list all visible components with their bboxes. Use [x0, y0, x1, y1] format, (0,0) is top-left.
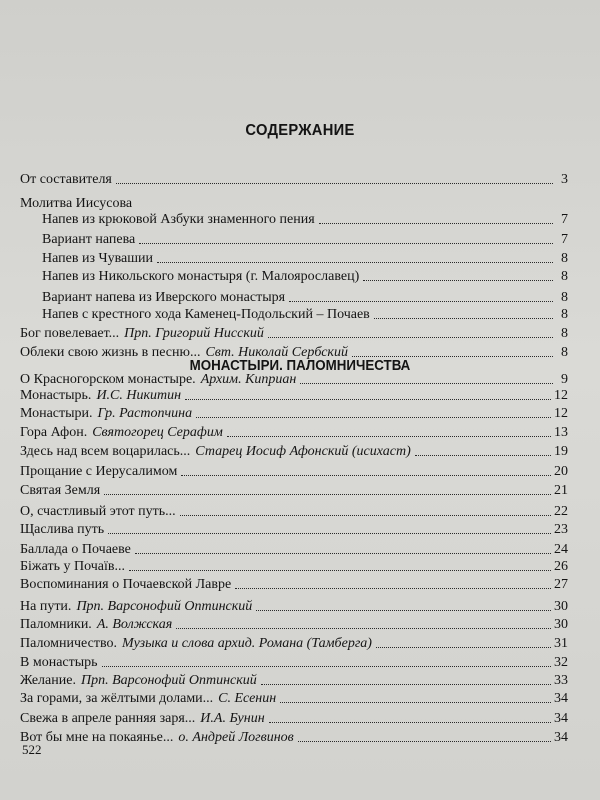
toc-entry: [20, 499, 568, 519]
toc-entry-page: 8: [561, 345, 568, 360]
toc-entry-title: Воспоминания о Почаевской Лавре: [20, 577, 232, 592]
dot-leader: [280, 701, 551, 703]
dot-leader: [235, 587, 551, 589]
toc-entry-title: От составителя: [20, 172, 112, 187]
toc-entry-author: Прп. Варсонофий Оптинский: [76, 599, 253, 614]
toc-entry-page: 8: [561, 326, 568, 341]
toc-entry-title: В монастырь: [20, 655, 98, 670]
toc-entry-page: 34: [554, 691, 568, 706]
toc-entry-title: Напев из Никольского монастыря (г. Малоярославец): [42, 269, 360, 284]
toc-entry-title: Монастыри.: [20, 406, 93, 421]
dot-leader: [363, 279, 553, 281]
dot-leader: [269, 721, 551, 723]
toc-entry: [20, 725, 568, 745]
toc-entry: [20, 631, 568, 651]
dot-leader: [319, 222, 553, 224]
toc-entry-title: Гора Афон.: [20, 425, 88, 440]
toc-entry-author: Прп. Григорий Нисский: [124, 326, 264, 341]
dot-leader: [139, 242, 553, 244]
toc-entry-title: Свежа в апреле ранняя заря...: [20, 711, 196, 726]
toc-entry-title: Здесь над всем воцарилась...: [20, 444, 191, 459]
dot-leader: [176, 627, 551, 629]
toc-entry-title: Молитва Иисусова: [20, 196, 133, 211]
dot-leader: [374, 317, 553, 319]
toc-entry-page: 7: [561, 212, 568, 227]
toc-entry: [20, 340, 568, 360]
toc-entry: [20, 650, 568, 670]
toc-entry-title: Напев из Чувашии: [42, 251, 153, 266]
toc-entry-title: Паломничество.: [20, 636, 117, 651]
dot-leader: [352, 355, 553, 357]
toc-entry-title: Біжать у Почаїв...: [20, 559, 125, 574]
toc-entry-page: 13: [554, 425, 568, 440]
toc-entry-title: Бог повелевает...: [20, 326, 120, 341]
toc-entry-title: О Красногорском монастыре.: [20, 372, 196, 387]
toc-entry: [20, 478, 568, 498]
toc-entry-page: 8: [561, 251, 568, 266]
toc-entry: [20, 321, 568, 341]
toc-entry-title: За горами, за жёлтыми долами...: [20, 691, 214, 706]
dot-leader: [227, 435, 551, 437]
toc-entry-page: 30: [554, 617, 568, 632]
toc-entry-title: Напев из крюковой Азбуки знаменного пения: [42, 212, 315, 227]
dot-leader: [180, 514, 551, 516]
toc-entry: [20, 401, 568, 421]
toc-entry-page: 26: [554, 559, 568, 574]
dot-leader: [104, 493, 551, 495]
toc-entry-author: И.А. Бунин: [200, 711, 265, 726]
toc-entry-author: А. Волжская: [96, 617, 173, 632]
toc-entry: [42, 246, 568, 266]
toc-entry: [42, 264, 568, 284]
toc-entry-page: 27: [554, 577, 568, 592]
toc-entry-author: Архим. Киприан: [200, 372, 297, 387]
dot-leader: [181, 474, 551, 476]
page-title: СОДЕРЖАНИЕ: [245, 122, 355, 139]
toc-entry-page: 34: [554, 730, 568, 745]
toc-entry-author: С. Есенин: [218, 691, 277, 706]
toc-entry-author: И.С. Никитин: [96, 388, 182, 403]
toc-entry: [20, 668, 568, 688]
toc-entry-page: 19: [554, 444, 568, 459]
dot-leader: [415, 454, 551, 456]
toc-entry-page: 8: [561, 269, 568, 284]
toc-entry-author: Гр. Растопчина: [97, 406, 193, 421]
toc-entry-page: 12: [554, 406, 568, 421]
toc-entry: [20, 594, 568, 614]
toc-entry: [20, 383, 568, 403]
toc-entry-title: Вариант напева из Иверского монастыря: [42, 290, 286, 305]
toc-entry-page: 32: [554, 655, 568, 670]
dot-leader: [102, 665, 551, 667]
dot-leader: [129, 569, 551, 571]
toc-entry: [20, 554, 568, 574]
toc-entry: [42, 227, 568, 247]
toc-entry-title: Щаслива путь: [20, 522, 105, 537]
toc-entry-title: На пути.: [20, 599, 72, 614]
dot-leader: [108, 532, 551, 534]
toc-entry: [20, 420, 568, 440]
toc-entry-page: 34: [554, 711, 568, 726]
toc-entry-title: Облеки свою жизнь в песню...: [20, 345, 201, 360]
toc-entry-title: Вариант напева: [42, 232, 136, 247]
toc-entry-author: Старец Иосиф Афонский (исихаст): [195, 444, 411, 459]
toc-entry-page: 9: [561, 372, 568, 387]
toc-entry-page: 31: [554, 636, 568, 651]
toc-entry-page: 22: [554, 504, 568, 519]
dot-leader: [185, 398, 551, 400]
toc-entry: [20, 167, 568, 187]
toc-entry-title: Напев с крестного хода Каменец-Подольский – Почаев: [42, 307, 370, 322]
dot-leader: [116, 182, 553, 184]
toc-entry-page: 33: [554, 673, 568, 688]
toc-entry-title: О, счастливый этот путь...: [20, 504, 176, 519]
toc-entry-author: Свт. Николай Сербский: [205, 345, 348, 360]
page-number: 522: [22, 742, 42, 757]
toc-entry: [20, 612, 568, 632]
toc-entry-page: 23: [554, 522, 568, 537]
toc-entry-page: 24: [554, 542, 568, 557]
toc-entry-title: Святая Земля: [20, 483, 101, 498]
toc-entry-page: 12: [554, 388, 568, 403]
toc-entry: [20, 686, 568, 706]
toc-entry: [42, 302, 568, 322]
dot-leader: [261, 683, 551, 685]
toc-entry-page: 8: [561, 290, 568, 305]
dot-leader: [268, 336, 553, 338]
toc-entry-title: Вот бы мне на покаянье...: [20, 730, 174, 745]
toc-entry-page: 20: [554, 464, 568, 479]
toc-entry: [20, 706, 568, 726]
toc-entry-title: Паломники.: [20, 617, 92, 632]
dot-leader: [157, 261, 553, 263]
toc-entry: [42, 207, 568, 227]
toc-entry-title: Баллада о Почаеве: [20, 542, 131, 557]
toc-entry: [20, 572, 568, 592]
toc-entry-author: о. Андрей Логвинов: [178, 730, 294, 745]
toc-entry-title: Желание.: [20, 673, 76, 688]
toc-entry-title: Монастырь.: [20, 388, 92, 403]
dot-leader: [196, 416, 551, 418]
toc-entry-page: 30: [554, 599, 568, 614]
dot-leader: [376, 646, 551, 648]
toc-entry-page: 3: [561, 172, 568, 187]
toc-entry-author: Святогорец Серафим: [92, 425, 223, 440]
toc-entry: [20, 439, 568, 459]
dot-leader: [256, 609, 551, 611]
dot-leader: [298, 740, 551, 742]
toc-entry-author: Прп. Варсонофий Оптинский: [80, 673, 257, 688]
section-heading: МОНАСТЫРИ. ПАЛОМНИЧЕСТВА: [189, 358, 411, 374]
toc-entry-author: Музыка и слова архид. Романа (Тамберга): [121, 636, 372, 651]
toc-entry-page: 21: [554, 483, 568, 498]
toc-entry-title: Прощание с Иерусалимом: [20, 464, 178, 479]
toc-entry-page: 7: [561, 232, 568, 247]
toc-entry-page: 8: [561, 307, 568, 322]
toc-entry: [20, 517, 568, 537]
toc-entry: [20, 459, 568, 479]
